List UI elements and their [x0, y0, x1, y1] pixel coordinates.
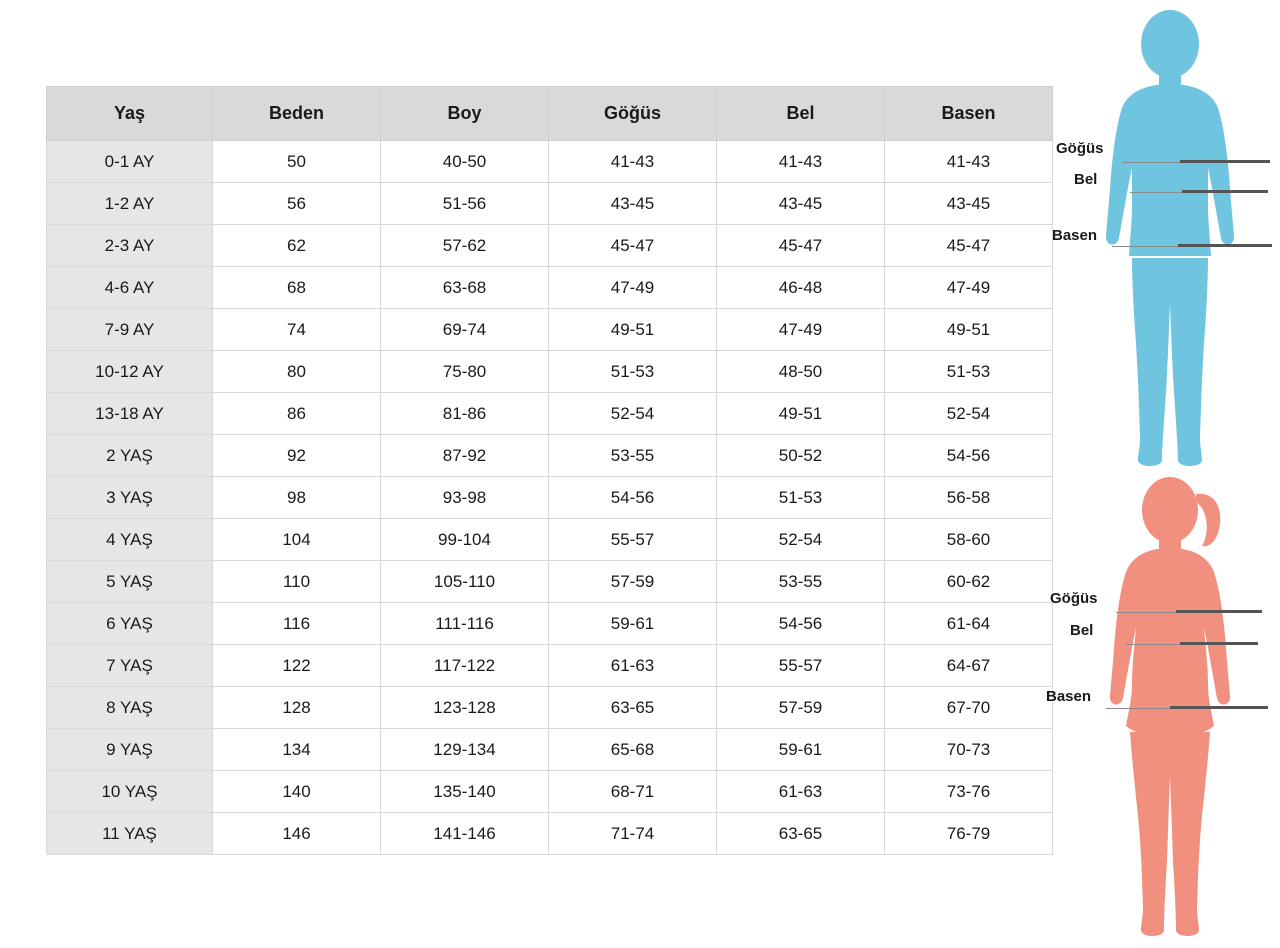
girl-waist-leader [1126, 644, 1180, 645]
cell-height: 93-98 [381, 477, 549, 519]
cell-hips: 41-43 [885, 141, 1053, 183]
cell-height: 40-50 [381, 141, 549, 183]
table-header-row [47, 87, 1053, 141]
table-row [47, 561, 1053, 603]
cell-chest: 61-63 [549, 645, 717, 687]
table-row [47, 603, 1053, 645]
cell-hips: 54-56 [885, 435, 1053, 477]
cell-chest: 52-54 [549, 393, 717, 435]
boy-waist-measure-line [1182, 190, 1268, 193]
cell-size: 50 [213, 141, 381, 183]
cell-height: 105-110 [381, 561, 549, 603]
cell-chest: 63-65 [549, 687, 717, 729]
cell-chest: 54-56 [549, 477, 717, 519]
table-row [47, 435, 1053, 477]
cell-waist: 50-52 [717, 435, 885, 477]
cell-hips: 73-76 [885, 771, 1053, 813]
cell-height: 99-104 [381, 519, 549, 561]
table-row [47, 813, 1053, 855]
table-row [47, 729, 1053, 771]
cell-size: 110 [213, 561, 381, 603]
cell-size: 116 [213, 603, 381, 645]
cell-size: 74 [213, 309, 381, 351]
cell-height: 63-68 [381, 267, 549, 309]
cell-hips: 67-70 [885, 687, 1053, 729]
table-row [47, 393, 1053, 435]
column-header-size: Beden [213, 87, 381, 141]
boy-chest-measure-line [1180, 160, 1270, 163]
cell-size: 134 [213, 729, 381, 771]
cell-chest: 65-68 [549, 729, 717, 771]
cell-height: 129-134 [381, 729, 549, 771]
cell-waist: 46-48 [717, 267, 885, 309]
cell-waist: 59-61 [717, 729, 885, 771]
cell-age: 11 YAŞ [47, 813, 213, 855]
cell-chest: 51-53 [549, 351, 717, 393]
table-row [47, 771, 1053, 813]
table-row [47, 225, 1053, 267]
cell-size: 86 [213, 393, 381, 435]
cell-size: 98 [213, 477, 381, 519]
cell-waist: 48-50 [717, 351, 885, 393]
cell-chest: 53-55 [549, 435, 717, 477]
girl-hips-label: Basen [1046, 688, 1092, 705]
cell-age: 4 YAŞ [47, 519, 213, 561]
cell-height: 123-128 [381, 687, 549, 729]
table-header [47, 87, 1053, 141]
cell-waist: 63-65 [717, 813, 885, 855]
cell-size: 68 [213, 267, 381, 309]
table-row [47, 267, 1053, 309]
cell-chest: 41-43 [549, 141, 717, 183]
cell-waist: 49-51 [717, 393, 885, 435]
cell-chest: 47-49 [549, 267, 717, 309]
table-row [47, 477, 1053, 519]
cell-height: 117-122 [381, 645, 549, 687]
girl-waist-label: Bel [1070, 622, 1094, 639]
girl-hips-leader [1106, 708, 1170, 709]
cell-chest: 59-61 [549, 603, 717, 645]
cell-size: 80 [213, 351, 381, 393]
cell-height: 75-80 [381, 351, 549, 393]
boy-hips-label: Basen [1052, 227, 1098, 244]
boy-hips-leader [1112, 246, 1178, 247]
cell-age: 7 YAŞ [47, 645, 213, 687]
cell-waist: 57-59 [717, 687, 885, 729]
cell-size: 122 [213, 645, 381, 687]
cell-height: 69-74 [381, 309, 549, 351]
cell-height: 57-62 [381, 225, 549, 267]
cell-height: 51-56 [381, 183, 549, 225]
cell-age: 10-12 AY [47, 351, 213, 393]
cell-age: 3 YAŞ [47, 477, 213, 519]
cell-waist: 52-54 [717, 519, 885, 561]
column-header-hips: Basen [885, 87, 1053, 141]
cell-hips: 49-51 [885, 309, 1053, 351]
cell-size: 62 [213, 225, 381, 267]
cell-hips: 76-79 [885, 813, 1053, 855]
cell-age: 2-3 AY [47, 225, 213, 267]
cell-age: 6 YAŞ [47, 603, 213, 645]
cell-age: 13-18 AY [47, 393, 213, 435]
cell-hips: 47-49 [885, 267, 1053, 309]
cell-size: 56 [213, 183, 381, 225]
cell-chest: 43-45 [549, 183, 717, 225]
table-row [47, 141, 1053, 183]
cell-size: 128 [213, 687, 381, 729]
cell-chest: 71-74 [549, 813, 717, 855]
cell-age: 5 YAŞ [47, 561, 213, 603]
cell-waist: 53-55 [717, 561, 885, 603]
cell-age: 8 YAŞ [47, 687, 213, 729]
cell-age: 7-9 AY [47, 309, 213, 351]
boy-waist-leader [1130, 192, 1182, 193]
boy-figure [1050, 8, 1280, 478]
cell-hips: 56-58 [885, 477, 1053, 519]
cell-hips: 43-45 [885, 183, 1053, 225]
column-header-age: Yaş [47, 87, 213, 141]
girl-hips-measure-line [1170, 706, 1268, 709]
cell-hips: 45-47 [885, 225, 1053, 267]
cell-age: 10 YAŞ [47, 771, 213, 813]
cell-height: 81-86 [381, 393, 549, 435]
cell-chest: 49-51 [549, 309, 717, 351]
table-row [47, 309, 1053, 351]
column-header-waist: Bel [717, 87, 885, 141]
size-table [46, 86, 1053, 855]
cell-height: 87-92 [381, 435, 549, 477]
table-row [47, 519, 1053, 561]
cell-hips: 60-62 [885, 561, 1053, 603]
cell-waist: 54-56 [717, 603, 885, 645]
table-body [47, 141, 1053, 855]
girl-chest-label: Göğüs [1050, 590, 1098, 607]
boy-waist-label: Bel [1074, 171, 1098, 188]
girl-chest-leader [1116, 612, 1176, 613]
cell-size: 104 [213, 519, 381, 561]
cell-age: 0-1 AY [47, 141, 213, 183]
cell-height: 111-116 [381, 603, 549, 645]
cell-chest: 45-47 [549, 225, 717, 267]
column-header-height: Boy [381, 87, 549, 141]
cell-height: 141-146 [381, 813, 549, 855]
cell-waist: 47-49 [717, 309, 885, 351]
cell-waist: 55-57 [717, 645, 885, 687]
cell-age: 4-6 AY [47, 267, 213, 309]
table-row [47, 351, 1053, 393]
boy-hips-measure-line [1178, 244, 1272, 247]
cell-waist: 41-43 [717, 141, 885, 183]
size-table-container [46, 86, 1052, 855]
girl-chest-measure-line [1176, 610, 1262, 613]
cell-size: 92 [213, 435, 381, 477]
cell-hips: 61-64 [885, 603, 1053, 645]
boy-silhouette-icon [1080, 8, 1260, 478]
cell-size: 140 [213, 771, 381, 813]
cell-hips: 52-54 [885, 393, 1053, 435]
cell-chest: 57-59 [549, 561, 717, 603]
cell-waist: 43-45 [717, 183, 885, 225]
cell-hips: 58-60 [885, 519, 1053, 561]
cell-chest: 55-57 [549, 519, 717, 561]
girl-silhouette-icon [1080, 470, 1260, 948]
cell-age: 9 YAŞ [47, 729, 213, 771]
girl-waist-measure-line [1180, 642, 1258, 645]
cell-hips: 64-67 [885, 645, 1053, 687]
cell-size: 146 [213, 813, 381, 855]
cell-waist: 51-53 [717, 477, 885, 519]
cell-height: 135-140 [381, 771, 549, 813]
table-row [47, 645, 1053, 687]
cell-waist: 45-47 [717, 225, 885, 267]
girl-figure [1046, 470, 1280, 948]
table-row [47, 687, 1053, 729]
cell-waist: 61-63 [717, 771, 885, 813]
cell-hips: 51-53 [885, 351, 1053, 393]
body-figures [1046, 0, 1280, 948]
boy-chest-leader [1122, 162, 1180, 163]
cell-hips: 70-73 [885, 729, 1053, 771]
column-header-chest: Göğüs [549, 87, 717, 141]
boy-chest-label: Göğüs [1056, 140, 1104, 157]
cell-age: 2 YAŞ [47, 435, 213, 477]
table-row [47, 183, 1053, 225]
cell-chest: 68-71 [549, 771, 717, 813]
cell-age: 1-2 AY [47, 183, 213, 225]
